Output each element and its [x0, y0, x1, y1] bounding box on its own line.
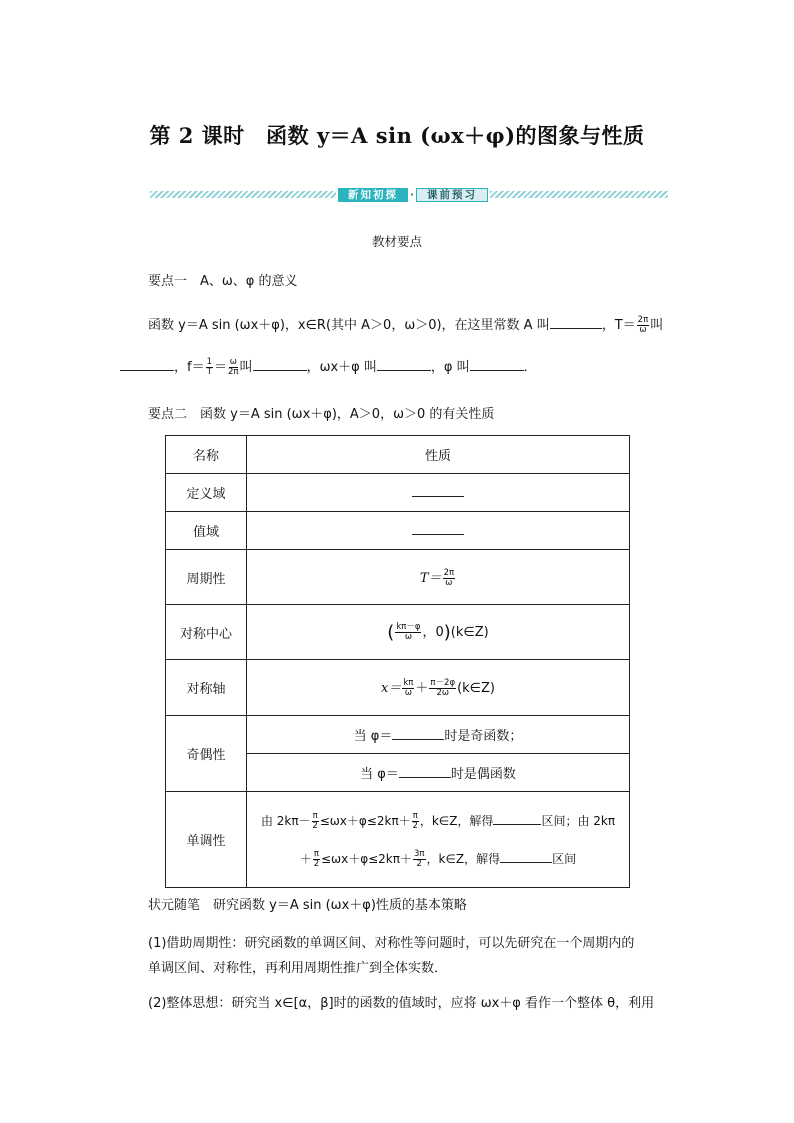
table-row — [166, 716, 630, 754]
fraction — [429, 679, 456, 698]
table-row — [166, 474, 630, 512]
fraction — [413, 850, 426, 869]
text: ＋ — [299, 851, 312, 866]
numerator: kπ－φ — [396, 622, 421, 632]
fraction — [637, 316, 650, 335]
numerator: π — [313, 848, 319, 859]
row-parity-even — [247, 754, 630, 792]
text: 时是奇函数； — [444, 729, 523, 744]
text: ，ωx＋φ 叫 — [306, 360, 377, 375]
text: ，φ 叫 — [430, 360, 470, 375]
table-row — [166, 660, 630, 716]
tips-heading: 状元随笔 研究函数 y＝A sin (ωx＋φ)性质的基本策略 — [148, 898, 467, 913]
banner-stripe-right — [490, 191, 668, 198]
denominator: ω — [404, 688, 412, 698]
text: ，0 — [422, 625, 444, 640]
fraction — [412, 812, 419, 831]
row-period-label: 周期性 — [166, 550, 247, 605]
point2-heading: 要点二 函数 y＝A sin (ωx＋φ)，A＞0，ω＞0 的有关性质 — [148, 407, 495, 422]
row-center-label: 对称中心 — [166, 605, 247, 660]
table-row — [166, 436, 630, 474]
mono-line-2 — [247, 840, 629, 878]
numerator: 1 — [206, 357, 212, 367]
row-mono-value — [247, 792, 630, 888]
text: ≤ωx＋φ≤2kπ＋ — [320, 851, 412, 866]
answer-blank — [412, 484, 464, 497]
row-period-value — [247, 550, 630, 605]
fraction — [228, 358, 239, 377]
text: T＝ — [419, 570, 442, 586]
text: 区间；由 2kπ — [541, 813, 616, 828]
numerator: π－2φ — [430, 678, 456, 688]
answer-blank — [493, 812, 541, 825]
table-row — [166, 512, 630, 550]
row-domain-value — [247, 474, 630, 512]
text: ，k∈Z，解得 — [426, 851, 501, 866]
text: ＋ — [415, 681, 429, 696]
row-range-value — [247, 512, 630, 550]
row-parity-label: 奇偶性 — [166, 716, 247, 792]
denominator: ω — [445, 577, 453, 588]
tips-p1-line2: 单调区间、对称性，再利用周期性推广到全体实数． — [148, 961, 448, 976]
table-row — [166, 550, 630, 605]
section-banner — [150, 188, 668, 202]
paren-open: ( — [387, 622, 395, 643]
numerator: 2π — [443, 567, 455, 578]
answer-blank — [550, 316, 602, 329]
row-center-value — [247, 605, 630, 660]
tips-p1-line1: (1)借助周期性：研究函数的单调区间、对称性等问题时，可以先研究在一个周期内的 — [148, 936, 635, 951]
banner-stripe-left — [150, 191, 336, 198]
text: 区间 — [552, 851, 577, 866]
section-heading: 教材要点 — [371, 234, 422, 249]
row-parity-odd — [247, 716, 630, 754]
numerator: 3π — [413, 848, 425, 859]
answer-blank — [392, 727, 444, 740]
banner-badge-new: 新知初探 — [338, 188, 408, 202]
denominator: 2ω — [436, 688, 449, 698]
point1-line2 — [120, 356, 537, 377]
answer-blank — [470, 358, 524, 371]
fraction — [402, 679, 414, 698]
header-property: 性质 — [247, 436, 630, 474]
paren-close: ) — [443, 622, 451, 643]
banner-dot: · — [410, 189, 414, 201]
text: 时是偶函数 — [450, 767, 516, 782]
answer-blank — [120, 358, 174, 371]
table-row — [166, 605, 630, 660]
point1-line1 — [148, 314, 663, 335]
numerator: ω — [229, 357, 237, 367]
denominator: 2π — [228, 367, 239, 377]
answer-blank — [399, 765, 451, 778]
text: (k∈Z) — [457, 681, 495, 696]
denominator: ω — [404, 632, 412, 642]
row-axis-label: 对称轴 — [166, 660, 247, 716]
numerator: π — [412, 810, 418, 821]
answer-blank — [253, 358, 307, 371]
text: ＝ — [214, 360, 228, 375]
denominator: 2 — [412, 820, 418, 831]
numerator: π — [312, 810, 318, 821]
fraction — [313, 850, 320, 869]
answer-blank — [412, 522, 464, 535]
answer-blank — [377, 358, 431, 371]
page-title: 第 2 课时 函数 y＝A sin (ωx＋φ)的图象与性质 — [149, 123, 645, 148]
denominator: 2 — [312, 820, 318, 831]
fraction — [443, 569, 456, 588]
text: ． — [523, 360, 537, 375]
denominator: 2 — [313, 858, 320, 869]
text: ≤ωx＋φ≤2kπ＋ — [319, 813, 411, 828]
text: ，T＝ — [601, 318, 636, 333]
text: ，k∈Z，解得 — [419, 813, 494, 828]
denominator: 2 — [416, 858, 422, 869]
text: x＝ — [381, 681, 402, 696]
text: 叫 — [239, 360, 253, 375]
text: ，f＝ — [174, 360, 205, 375]
fraction — [206, 358, 213, 377]
tips-p2-line1: (2)整体思想：研究当 x∈[α，β]时的函数的值域时，应将 ωx＋φ 看作一个整体 θ，利用 — [148, 996, 655, 1011]
mono-line-1 — [247, 802, 629, 840]
text: 叫 — [650, 318, 664, 333]
numerator: kπ — [403, 678, 414, 688]
denominator: ω — [639, 325, 647, 335]
properties-table — [165, 435, 630, 888]
denominator: T — [206, 367, 212, 377]
row-domain-label: 定义域 — [166, 474, 247, 512]
text: 由 2kπ－ — [260, 813, 311, 828]
answer-blank — [500, 850, 552, 863]
text: (k∈Z) — [450, 625, 489, 640]
point1-heading: 要点一 A、ω、φ 的意义 — [148, 274, 298, 289]
fraction — [395, 623, 421, 642]
banner-badge-preview: 课前预习 — [416, 188, 488, 202]
fraction — [312, 812, 319, 831]
text: 当 φ＝ — [360, 767, 399, 782]
row-axis-value — [247, 660, 630, 716]
numerator: 2π — [637, 315, 649, 325]
text: 函数 y＝A sin (ωx＋φ)，x∈R(其中 A＞0，ω＞0)，在这里常数 A 叫 — [148, 318, 550, 333]
row-mono-label: 单调性 — [166, 792, 247, 888]
header-name: 名称 — [166, 436, 247, 474]
row-range-label: 值域 — [166, 512, 247, 550]
text: 当 φ＝ — [353, 729, 393, 744]
table-row — [166, 792, 630, 888]
